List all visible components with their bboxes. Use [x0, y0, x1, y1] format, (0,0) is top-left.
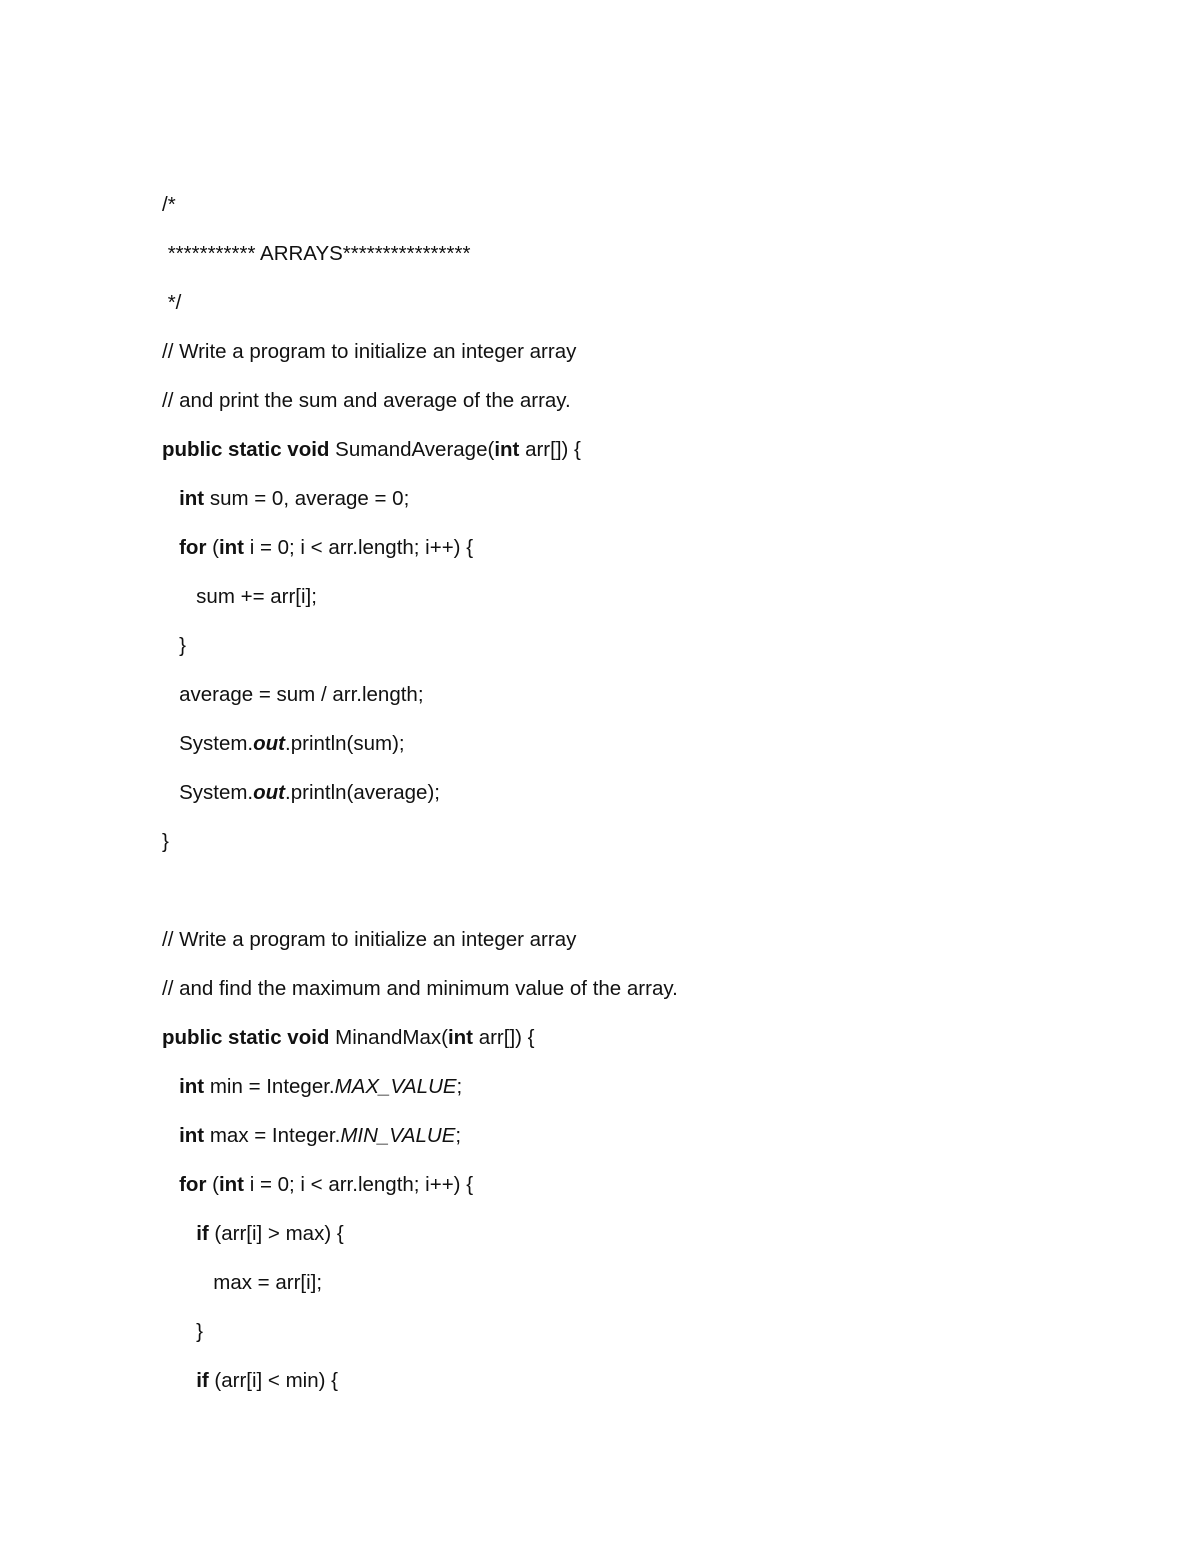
code-text: (arr[i] < min) { — [208, 1369, 339, 1392]
code-line — [162, 188, 1142, 237]
code-line — [162, 678, 1142, 727]
code-line — [162, 1070, 1142, 1119]
code-text: sum += arr[i]; — [162, 585, 317, 608]
code-text: SumandAverage( — [329, 438, 495, 461]
code-text — [162, 1222, 196, 1245]
code-text: } — [162, 830, 169, 853]
code-line — [162, 384, 1142, 433]
code-text — [162, 536, 179, 559]
code-line — [162, 972, 1142, 1021]
code-text: ; — [456, 1075, 463, 1098]
code-line — [162, 825, 1142, 874]
code-text — [162, 1075, 179, 1098]
code-text: ( — [206, 536, 219, 559]
code-emphasis: MAX_VALUE — [334, 1075, 457, 1098]
code-line — [162, 286, 1142, 335]
code-line — [162, 580, 1142, 629]
code-text: arr[]) { — [519, 438, 581, 461]
code-keyword: int — [218, 1173, 244, 1196]
code-text: sum = 0, average = 0; — [204, 487, 410, 510]
code-keyword: if — [196, 1369, 209, 1392]
code-text: } — [162, 1320, 204, 1343]
code-text: .println(sum); — [285, 732, 405, 755]
code-keyword: int — [179, 487, 205, 510]
code-line — [162, 335, 1142, 384]
code-text: // and find the maximum and minimum value of the array. — [162, 977, 678, 1000]
code-text: /* — [162, 193, 176, 216]
code-text: ( — [206, 1173, 219, 1196]
code-emphasis: MIN_VALUE — [340, 1124, 456, 1147]
code-emphasis: out — [253, 732, 286, 755]
code-line — [162, 1119, 1142, 1168]
code-text: max = arr[i]; — [162, 1271, 323, 1294]
code-line — [162, 727, 1142, 776]
code-text: (arr[i] > max) { — [208, 1222, 344, 1245]
code-line — [162, 1168, 1142, 1217]
code-line — [162, 531, 1142, 580]
code-text: */ — [162, 291, 182, 314]
code-text: // Write a program to initialize an integer array — [162, 928, 577, 951]
code-keyword: int — [494, 438, 520, 461]
code-keyword: int — [218, 536, 244, 559]
code-line — [162, 1021, 1142, 1070]
code-listing — [162, 188, 1142, 1413]
code-text: MinandMax( — [329, 1026, 448, 1049]
code-keyword: public static void — [162, 1026, 330, 1049]
code-keyword: if — [196, 1222, 209, 1245]
code-text — [162, 1124, 179, 1147]
code-line — [162, 1364, 1142, 1413]
code-text: *********** ARRAYS**************** — [162, 242, 471, 265]
code-text: System. — [162, 781, 254, 804]
code-text: average = sum / arr.length; — [162, 683, 424, 706]
code-text: i = 0; i < arr.length; i++) { — [244, 536, 474, 559]
code-keyword: for — [179, 1173, 207, 1196]
code-text: // and print the sum and average of the array. — [162, 389, 571, 412]
code-line — [162, 237, 1142, 286]
code-emphasis: out — [253, 781, 286, 804]
code-keyword: public static void — [162, 438, 330, 461]
code-keyword: int — [179, 1124, 205, 1147]
code-keyword: int — [447, 1026, 473, 1049]
code-text: } — [162, 634, 186, 657]
code-text — [162, 1173, 179, 1196]
code-text: arr[]) { — [473, 1026, 535, 1049]
code-line — [162, 923, 1142, 972]
code-line — [162, 874, 1142, 923]
code-line — [162, 433, 1142, 482]
code-text: .println(average); — [285, 781, 440, 804]
code-line — [162, 482, 1142, 531]
code-text: i = 0; i < arr.length; i++) { — [244, 1173, 474, 1196]
code-text — [162, 487, 179, 510]
code-text — [162, 1369, 196, 1392]
code-line — [162, 1266, 1142, 1315]
code-text: System. — [162, 732, 254, 755]
code-line — [162, 1217, 1142, 1266]
code-text: ; — [455, 1124, 462, 1147]
code-keyword: int — [179, 1075, 205, 1098]
code-line — [162, 629, 1142, 678]
code-keyword: for — [179, 536, 207, 559]
code-line — [162, 776, 1142, 825]
code-text: // Write a program to initialize an integer array — [162, 340, 577, 363]
code-line — [162, 1315, 1142, 1364]
code-text: min = Integer. — [204, 1075, 335, 1098]
code-text: max = Integer. — [204, 1124, 341, 1147]
